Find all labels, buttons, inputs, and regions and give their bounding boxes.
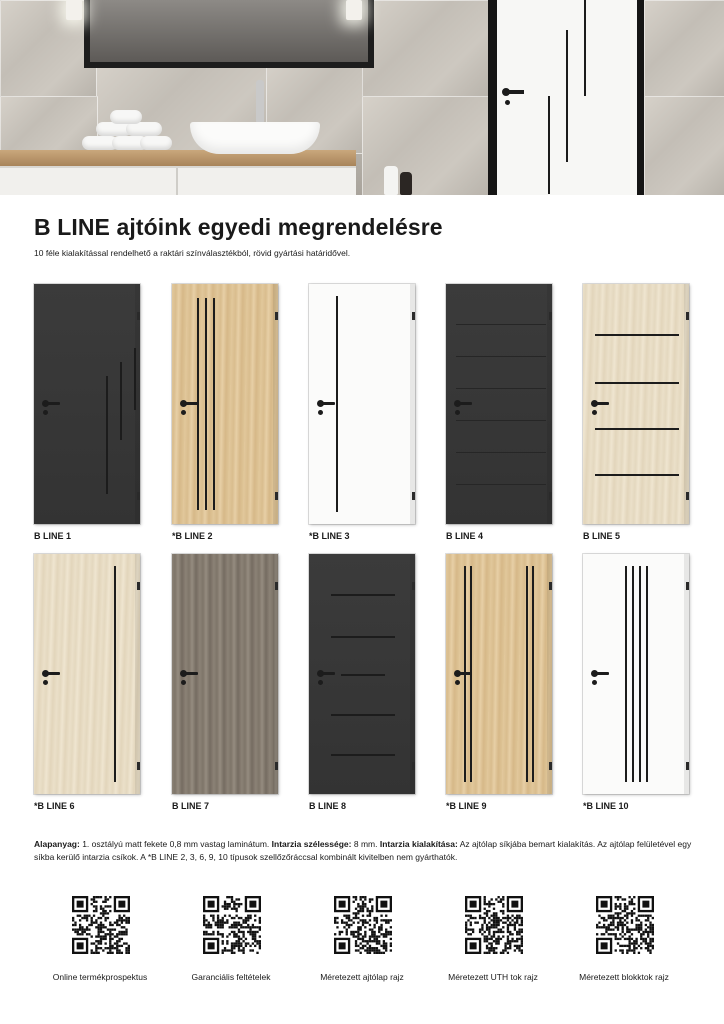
vanity-countertop [0,150,356,166]
spec-description [34,838,694,863]
inlay-line [331,754,395,756]
door-card-b-line-2[interactable] [172,284,292,554]
page-subtitle: 10 féle kialakítással rendelhető a raktári színválasztékból, rövid gyártási határidővel. [34,248,351,258]
inlay-line [639,566,641,782]
door-handle [593,402,609,405]
door-handle [44,402,60,405]
door-keyhole [455,410,460,415]
door-name: *B LINE 2 [172,531,213,541]
door-card-b-line-3[interactable] [309,284,429,554]
inlay-line [106,376,108,494]
inlay-line [595,474,679,476]
door-hinge [686,762,689,770]
sink-bowl [190,122,320,154]
inlay-line [526,566,528,782]
door-frame-edge [547,284,552,524]
inlay-line [456,388,546,389]
spec-material-label: Alapanyag: [34,839,80,849]
door-keyhole [318,410,323,415]
door-name: *B LINE 6 [34,801,75,811]
inlay-line [120,362,122,440]
hero-door-inlay [566,30,568,162]
hero-door-keyhole [505,100,510,105]
door-handle [319,672,335,675]
door-hinge [137,492,140,500]
door-card-b-line-8[interactable] [309,554,429,824]
door-frame-edge [684,554,689,794]
wall-tile [644,0,724,98]
door-image [172,284,280,524]
qr-label: Méretezett blokktok rajz [579,972,669,982]
door-handle [456,402,472,405]
door-frame-edge [410,284,415,524]
door-handle [319,402,335,405]
inlay-line [331,594,395,596]
inlay-line [456,484,546,485]
door-hinge [412,492,415,500]
towel [126,122,162,136]
towel [140,136,172,150]
door-image [583,554,691,794]
inlay-line [595,382,679,384]
door-image [583,284,691,524]
door-keyhole [181,680,186,685]
door-hinge [549,492,552,500]
qr-code-icon [203,896,261,954]
door-keyhole [592,680,597,685]
qr-link-uth-frame-drawing[interactable] [428,896,558,996]
hero-door-inlay [584,0,586,96]
door-hinge [549,762,552,770]
mirror [84,0,374,68]
door-hinge [549,582,552,590]
inlay-line [646,566,648,782]
qr-label: Garanciális feltételek [191,972,271,982]
wall-tile [362,96,490,195]
door-frame-edge [684,284,689,524]
door-hinge [137,312,140,320]
door-name: B LINE 5 [583,531,621,541]
door-hinge [275,492,278,500]
door-image [446,554,554,794]
door-handle [182,672,198,675]
door-hinge [137,582,140,590]
page-title: B LINE ajtóink egyedi megrendelésre [34,214,443,240]
door-keyhole [181,410,186,415]
wall-lamp [66,0,82,20]
inlay-line [205,298,207,510]
door-card-b-line-4[interactable] [446,284,566,554]
door-name: *B LINE 10 [583,801,629,811]
door-card-b-line-5[interactable] [583,284,703,554]
door-hinge [686,582,689,590]
door-frame-edge [273,554,278,794]
bottle [384,166,398,195]
qr-label: Méretezett UTH tok rajz [448,972,538,982]
door-image [309,554,417,794]
inlay-line [595,334,679,336]
towel [110,110,142,124]
door-frame-edge [273,284,278,524]
hero-door-inlay [548,96,550,194]
inlay-line [331,636,395,638]
door-card-b-line-7[interactable] [172,554,292,824]
door-hinge [549,312,552,320]
spec-material-text: 1. osztályú matt fekete 0,8 mm vastag laminátum. [79,839,272,849]
qr-link-online-prospectus[interactable] [35,896,165,996]
door-handle [456,672,472,675]
door-image [34,554,142,794]
door-hinge [412,582,415,590]
inlay-line [336,296,338,512]
door-hinge [686,312,689,320]
inlay-line [456,420,546,421]
wall-tile [362,0,490,98]
qr-code-icon [334,896,392,954]
spec-design-text: Az ajtólap síkjába bemart kialakítás. Az ajtólap felületével egy síkba kerülő intarzia csíkok. A *B LINE 2, 3, 6, 9, 10 típusok szellőzőráccsal kombinált kivitelben nem gyárthatók. [34,839,692,862]
door-name: *B LINE 3 [309,531,350,541]
door-name: B LINE 8 [309,801,347,811]
door-keyhole [318,680,323,685]
spec-design-label: Intarzia kialakítása: [379,839,458,849]
inlay-line [134,348,136,410]
door-hinge [412,762,415,770]
qr-code-icon [72,896,130,954]
door-hinge [275,762,278,770]
spec-width-text: 8 mm. [351,839,380,849]
door-name: B LINE 4 [446,531,484,541]
door-keyhole [592,410,597,415]
door-image [309,284,417,524]
inlay-line [114,566,116,782]
qr-code-icon [596,896,654,954]
door-image [446,284,554,524]
inlay-line [331,714,395,716]
qr-label: Online termékprospektus [52,972,148,982]
inlay-line [213,298,215,510]
bottle [400,172,412,195]
door-frame-edge [547,554,552,794]
inlay-line [595,428,679,430]
inlay-line [625,566,627,782]
hero-door-handle [504,90,524,94]
door-image [172,554,280,794]
door-hinge [686,492,689,500]
inlay-line [456,324,546,325]
door-keyhole [43,410,48,415]
inlay-line [456,452,546,453]
vanity-cabinet [0,166,356,195]
hero-bathroom-photo [0,0,724,195]
spec-width-label: Intarzia szélessége: [271,839,352,849]
qr-link-warranty-terms[interactable] [166,896,296,996]
door-hinge [275,582,278,590]
door-frame-edge [410,554,415,794]
qr-link-door-leaf-drawing[interactable] [297,896,427,996]
qr-code-icon [465,896,523,954]
door-frame-edge [135,554,140,794]
inlay-line [456,356,546,357]
door-hinge [137,762,140,770]
wall-lamp [346,0,362,20]
qr-label: Méretezett ajtólap rajz [320,972,404,982]
door-keyhole [455,680,460,685]
door-hinge [412,312,415,320]
door-handle [44,672,60,675]
door-handle [182,402,198,405]
door-card-b-line-10[interactable] [583,554,703,824]
door-image [34,284,142,524]
door-hinge [275,312,278,320]
inlay-line [341,674,385,676]
door-name: B LINE 7 [172,801,210,811]
qr-link-block-frame-drawing[interactable] [559,896,689,996]
door-card-b-line-1[interactable] [34,284,154,554]
door-card-b-line-6[interactable] [34,554,154,824]
door-handle [593,672,609,675]
door-keyhole [43,680,48,685]
faucet [256,80,264,124]
inlay-line [532,566,534,782]
wall-tile [644,96,724,195]
door-name: B LINE 1 [34,531,72,541]
inlay-line [632,566,634,782]
door-name: *B LINE 9 [446,801,487,811]
door-card-b-line-9[interactable] [446,554,566,824]
